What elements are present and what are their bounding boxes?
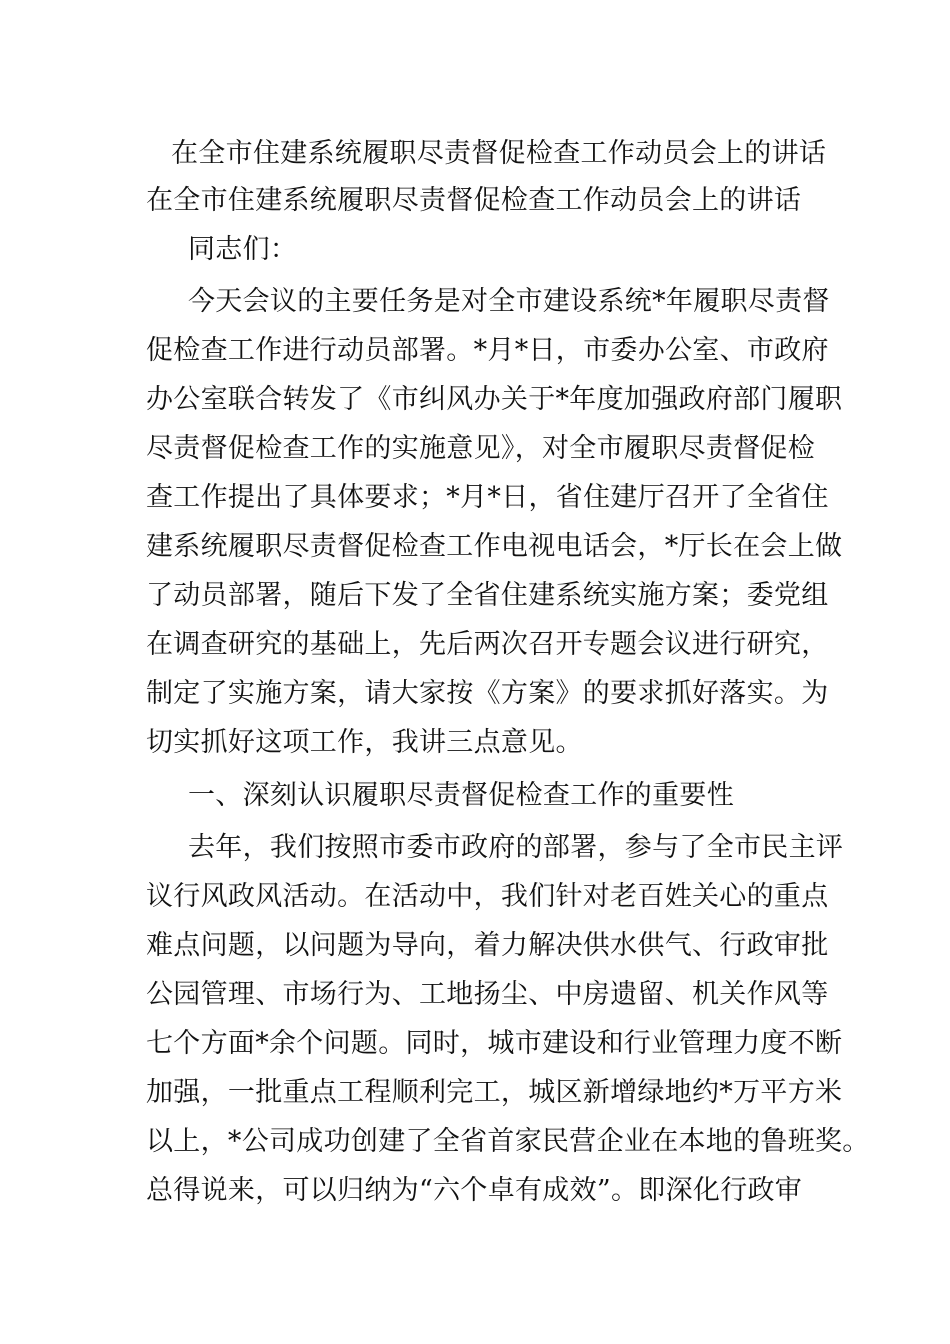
- paragraph-line: 尽责督促检查工作的实施意见》，对全市履职尽责督促检: [146, 433, 815, 464]
- paragraph-line: 以上，*公司成功创建了全省首家民营企业在本地的鲁班奖。: [146, 1126, 870, 1157]
- paragraph-line: 七个方面*余个问题。同时，城市建设和行业管理力度不断: [146, 1028, 843, 1059]
- paragraph-line: 了动员部署，随后下发了全省住建系统实施方案；委党组: [146, 580, 829, 611]
- paragraph-line: 今天会议的主要任务是对全市建设系统*年履职尽责督: [188, 286, 830, 317]
- document-title: 在全市住建系统履职尽责督促检查工作动员会上的讲话: [171, 138, 827, 169]
- paragraph-line: 切实抓好这项工作，我讲三点意见。: [146, 727, 583, 758]
- paragraph-line: 议行风政风活动。在活动中，我们针对老百姓关心的重点: [146, 881, 829, 912]
- paragraph-line: 去年，我们按照市委市政府的部署，参与了全市民主评: [188, 832, 844, 863]
- paragraph-line: 制定了实施方案，请大家按《方案》的要求抓好落实。为: [146, 678, 829, 709]
- section-heading: 一、深刻认识履职尽责督促检查工作的重要性: [188, 780, 734, 811]
- paragraph-line: 办公室联合转发了《市纠风办关于*年度加强政府部门履职: [146, 384, 843, 415]
- paragraph-line: 建系统履职尽责督促检查工作电视电话会，*厅长在会上做: [146, 531, 843, 562]
- salutation: 同志们：: [188, 234, 298, 265]
- paragraph-line: 促检查工作进行动员部署。*月*日，市委办公室、市政府: [146, 335, 829, 366]
- document-title-repeat: 在全市住建系统履职尽责督促检查工作动员会上的讲话: [146, 185, 802, 216]
- paragraph-line: 总得说来，可以归纳为“六个卓有成效”。即深化行政审: [146, 1175, 803, 1206]
- paragraph-line: 公园管理、市场行为、工地扬尘、中房遗留、机关作风等: [146, 979, 829, 1010]
- paragraph-line: 加强，一批重点工程顺利完工，城区新增绿地约*万平方米: [146, 1077, 843, 1108]
- paragraph-line: 难点问题，以问题为导向，着力解决供水供气、行政审批: [146, 930, 829, 961]
- paragraph-line: 在调查研究的基础上，先后两次召开专题会议进行研究，: [146, 629, 829, 660]
- paragraph-line: 查工作提出了具体要求；*月*日，省住建厅召开了全省住: [146, 482, 829, 513]
